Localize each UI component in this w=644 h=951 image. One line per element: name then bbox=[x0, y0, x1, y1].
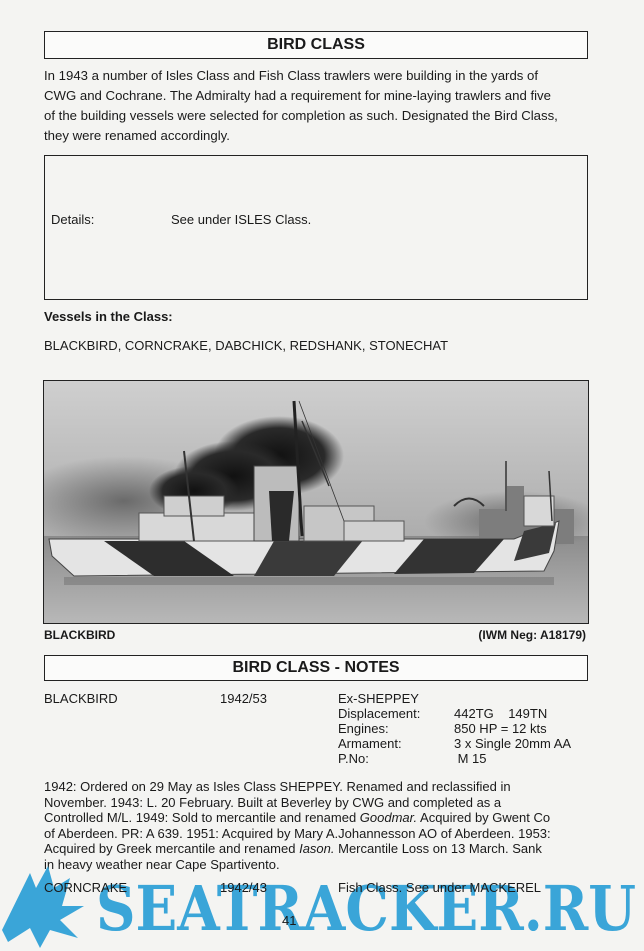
details-value: See under ISLES Class. bbox=[171, 212, 312, 227]
entry-years: 1942/43 bbox=[220, 880, 267, 895]
vessels-heading: Vessels in the Class: bbox=[44, 309, 173, 324]
notes-text: Acquired by Greek mercantile and renamed bbox=[44, 841, 300, 856]
notes-line: 1942: Ordered on 29 May as Isles Class SHEPPEY. Renamed and reclassified in bbox=[44, 779, 511, 794]
page-title: BIRD CLASS bbox=[44, 31, 588, 59]
pno-label: P.No: bbox=[338, 751, 369, 766]
notes-text: Mercantile Loss on 13 March. Sank bbox=[334, 841, 542, 856]
notes-text: Controlled M/L. 1949: Sold to mercantile and renamed bbox=[44, 810, 360, 825]
engines-label: Engines: bbox=[338, 721, 389, 736]
notes-line bbox=[44, 841, 589, 857]
notes-line: in heavy weather near Cape Spartivento. bbox=[44, 856, 280, 872]
entry-ex-name: Ex-SHEPPEY bbox=[338, 691, 419, 706]
ship-name-italic: Goodmar. bbox=[359, 810, 418, 825]
displacement-value: 442TG 149TN bbox=[454, 706, 548, 721]
armament-value: 3 x Single 20mm AA bbox=[454, 736, 572, 751]
intro-line: of the building vessels were selected for completion as such. Designated the Bird Class, bbox=[44, 108, 558, 123]
notes-title: BIRD CLASS - NOTES bbox=[44, 655, 588, 681]
details-box bbox=[44, 155, 588, 300]
entry-years: 1942/53 bbox=[220, 691, 267, 706]
entry-name: BLACKBIRD bbox=[44, 691, 118, 706]
photo-caption-right: (IWM Neg: A18179) bbox=[478, 628, 586, 642]
displacement-label: Displacement: bbox=[338, 706, 421, 721]
engines-value: 850 HP = 12 kts bbox=[454, 721, 547, 736]
page-number: 41 bbox=[282, 913, 297, 928]
intro-paragraph bbox=[44, 66, 589, 146]
armament-label: Armament: bbox=[338, 736, 402, 751]
ship-name-italic: Iason. bbox=[299, 841, 335, 856]
notes-line: November. 1943: L. 20 February. Built at Beverley by CWG and completed as a bbox=[44, 794, 502, 810]
entry-note: Fish Class. See under MACKEREL bbox=[338, 880, 542, 895]
watermark-text: SEATRACKER.RU bbox=[96, 872, 636, 945]
ship-photo-image bbox=[44, 381, 588, 623]
notes-line: of Aberdeen. PR: A 639. 1951: Acquired by Mary A.Johannesson AO of Aberdeen. 1953: bbox=[44, 825, 551, 841]
ship-photo bbox=[43, 380, 589, 624]
intro-line: CWG and Cochrane. The Admiralty had a requirement for mine-laying trawlers and five bbox=[44, 88, 551, 103]
notes-text: Acquired by Gwent Co bbox=[417, 810, 551, 825]
intro-line: they were renamed accordingly. bbox=[44, 128, 230, 143]
pno-value: M 15 bbox=[454, 751, 487, 766]
entry-name: CORNCRAKE bbox=[44, 880, 128, 895]
intro-line: In 1943 a number of Isles Class and Fish Class trawlers were building in the yards of bbox=[44, 68, 539, 83]
photo-caption-left: BLACKBIRD bbox=[44, 628, 116, 642]
notes-line bbox=[44, 810, 589, 826]
vessels-list: BLACKBIRD, CORNCRAKE, DABCHICK, REDSHANK, STONECHAT bbox=[44, 338, 449, 353]
details-label: Details: bbox=[51, 212, 95, 227]
watermark-logo bbox=[0, 858, 644, 951]
